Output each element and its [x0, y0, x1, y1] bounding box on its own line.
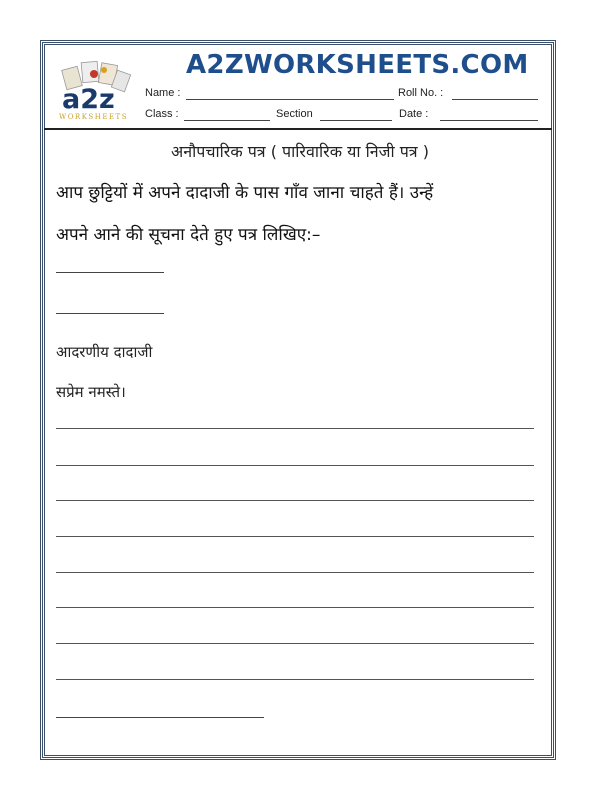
worksheet-heading: अनौपचारिक पत्र ( पारिवारिक या निजी पत्र )	[171, 142, 429, 161]
roll-field[interactable]	[452, 99, 538, 100]
date-field[interactable]	[440, 120, 538, 121]
section-label: Section	[276, 108, 313, 120]
logo-text: a2z	[62, 84, 115, 115]
name-label: Name :	[145, 87, 181, 99]
site-title: A2ZWORKSHEETS.COM	[186, 50, 529, 80]
name-field[interactable]	[186, 99, 394, 100]
writing-line[interactable]	[56, 572, 534, 573]
salutation: आदरणीय दादाजी	[56, 343, 153, 361]
prompt-line-2: अपने आने की सूचना देते हुए पत्र लिखिए:–	[56, 225, 321, 245]
header-divider	[44, 128, 552, 130]
roll-label: Roll No. :	[398, 87, 444, 99]
date-label: Date :	[399, 108, 429, 120]
writing-line[interactable]	[56, 536, 534, 537]
prompt-line-1: आप छुट्टियों में अपने दादाजी के पास गाँव जाना चाहते हैं। उन्हें	[56, 183, 434, 203]
logo-subtext: WORKSHEETS	[59, 113, 129, 121]
writing-line-last[interactable]	[56, 717, 264, 718]
site-logo	[56, 58, 138, 122]
class-label: Class :	[145, 108, 179, 120]
writing-line[interactable]	[56, 428, 534, 429]
section-field[interactable]	[320, 120, 392, 121]
logo-graphic	[56, 58, 138, 122]
class-field[interactable]	[184, 120, 270, 121]
writing-line[interactable]	[56, 679, 534, 680]
writing-line[interactable]	[56, 500, 534, 501]
greeting: सप्रेम नमस्ते।	[56, 383, 126, 401]
address-line-1[interactable]	[56, 272, 164, 273]
writing-line[interactable]	[56, 643, 534, 644]
address-line-2[interactable]	[56, 313, 164, 314]
writing-line[interactable]	[56, 607, 534, 608]
writing-line[interactable]	[56, 465, 534, 466]
